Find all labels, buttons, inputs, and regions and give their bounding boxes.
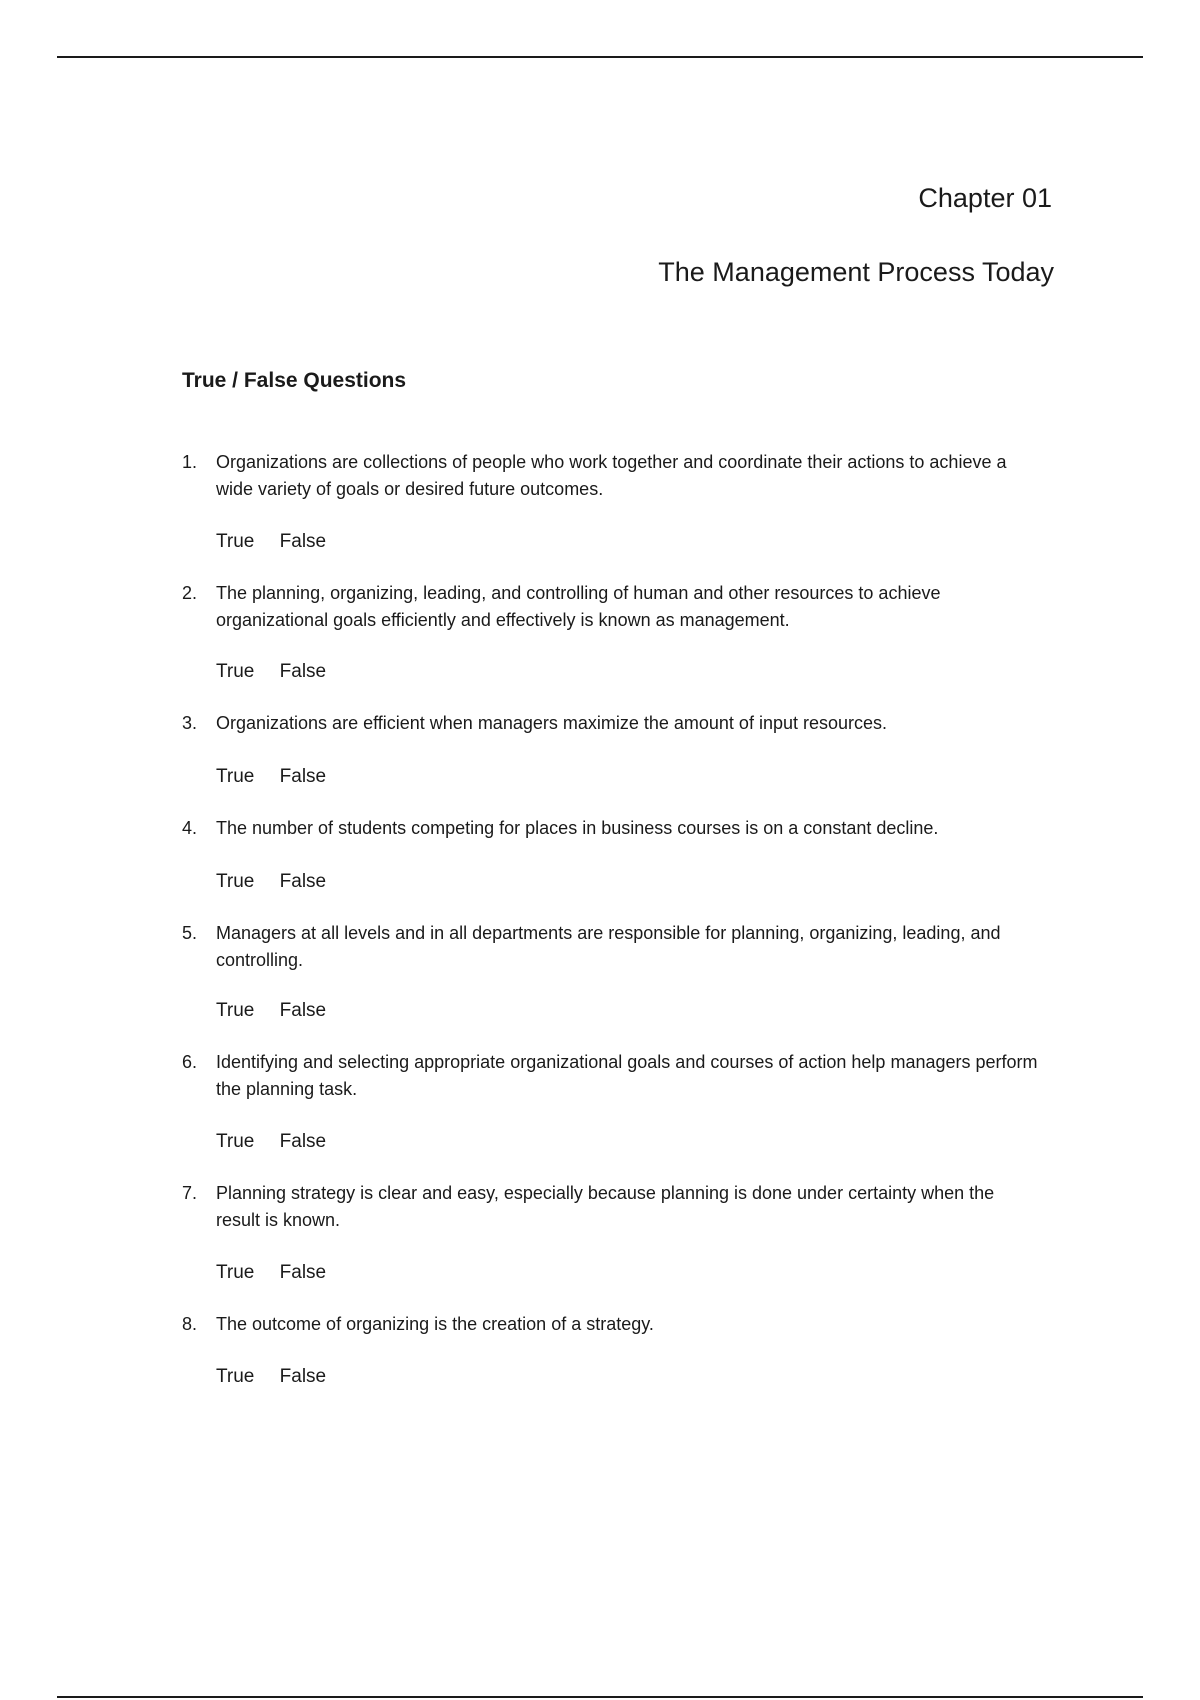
option-false[interactable]: False	[279, 1366, 327, 1387]
option-false[interactable]: False	[279, 661, 327, 682]
question-text: The number of students competing for places in business courses is on a constant decline.	[216, 818, 939, 838]
question-number: 5.	[182, 923, 198, 943]
option-false[interactable]: False	[279, 1131, 327, 1152]
option-false[interactable]: False	[279, 766, 327, 787]
section-heading: True / False Questions	[182, 369, 407, 392]
bottom-divider	[57, 1696, 1143, 1698]
chapter-number: Chapter 01	[918, 183, 1052, 213]
question-1	[182, 449, 1042, 503]
answer-options-7	[216, 1261, 326, 1285]
question-text: Organizations are efficient when managers maximize the amount of input resources.	[216, 713, 888, 733]
option-true[interactable]: True	[216, 766, 255, 787]
question-text: Identifying and selecting appropriate organizational goals and courses of action help managers perform the planning task.	[216, 1052, 1038, 1099]
question-number: 3.	[182, 713, 198, 733]
question-text: The outcome of organizing is the creation of a strategy.	[216, 1314, 654, 1334]
answer-options-4	[216, 870, 326, 894]
question-text: Managers at all levels and in all departments are responsible for planning, organizing, leading, and controlling.	[216, 923, 1001, 970]
answer-options-1	[216, 530, 326, 554]
option-true[interactable]: True	[216, 1366, 255, 1387]
answer-options-3	[216, 765, 326, 789]
answer-options-5	[216, 999, 326, 1023]
top-divider	[57, 56, 1143, 58]
question-4	[182, 815, 1042, 842]
question-text: Planning strategy is clear and easy, especially because planning is done under certainty when the result is known.	[216, 1183, 995, 1230]
question-number: 1.	[182, 452, 198, 472]
option-true[interactable]: True	[216, 1262, 255, 1283]
answer-options-2	[216, 660, 326, 684]
option-true[interactable]: True	[216, 661, 255, 682]
option-false[interactable]: False	[279, 1000, 327, 1021]
answer-options-6	[216, 1130, 326, 1154]
chapter-title: The Management Process Today	[658, 257, 1054, 287]
question-number: 6.	[182, 1052, 198, 1072]
option-true[interactable]: True	[216, 1131, 255, 1152]
question-2	[182, 580, 1042, 634]
option-false[interactable]: False	[279, 1262, 327, 1283]
question-text: Organizations are collections of people who work together and coordinate their actions to achieve a wide variety of goals or desired future outcomes.	[216, 452, 1007, 499]
option-true[interactable]: True	[216, 531, 255, 552]
question-number: 2.	[182, 583, 198, 603]
question-6	[182, 1049, 1042, 1103]
question-number: 7.	[182, 1183, 198, 1203]
option-true[interactable]: True	[216, 1000, 255, 1021]
question-8	[182, 1311, 1042, 1338]
option-true[interactable]: True	[216, 871, 255, 892]
question-number: 4.	[182, 818, 198, 838]
answer-options-8	[216, 1365, 326, 1389]
question-number: 8.	[182, 1314, 198, 1334]
question-7	[182, 1180, 1042, 1234]
option-false[interactable]: False	[279, 871, 327, 892]
question-5	[182, 920, 1042, 974]
option-false[interactable]: False	[279, 531, 327, 552]
question-3	[182, 710, 1042, 737]
question-text: The planning, organizing, leading, and controlling of human and other resources to achieve organizational goals efficiently and effectively is known as management.	[216, 583, 941, 630]
